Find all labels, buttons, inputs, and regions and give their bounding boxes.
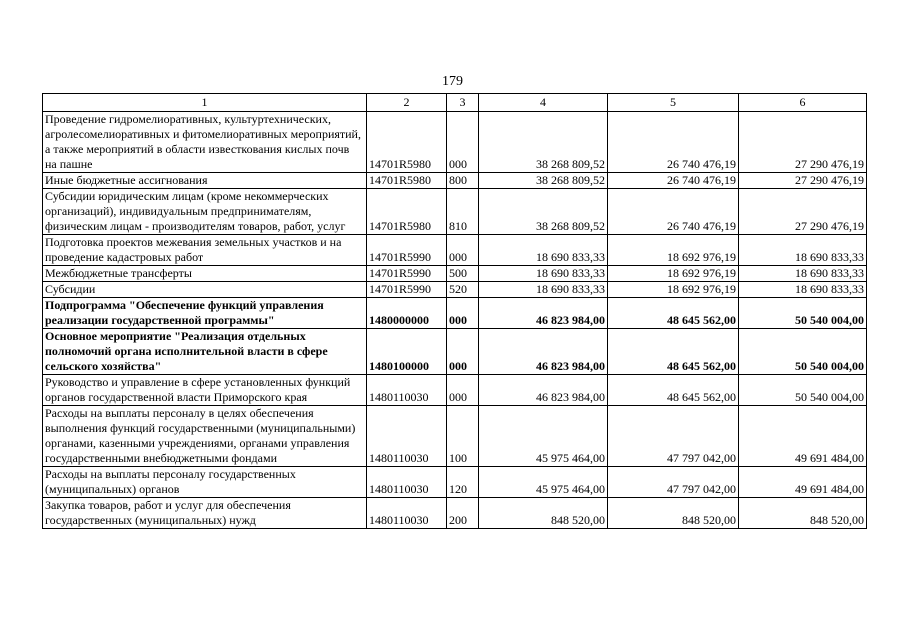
row-kind: 120: [447, 467, 479, 498]
row-code: 14701R5980: [367, 189, 447, 235]
table-row: [43, 189, 867, 235]
table-row: [43, 467, 867, 498]
row-value-year2: 48 645 562,00: [608, 298, 739, 329]
row-value-year2: 26 740 476,19: [608, 189, 739, 235]
row-value-year1: 38 268 809,52: [479, 173, 608, 189]
row-kind: 200: [447, 498, 479, 529]
row-value-year1: 38 268 809,52: [479, 112, 608, 173]
row-value-year3: 27 290 476,19: [739, 189, 867, 235]
row-code: 1480100000: [367, 329, 447, 375]
row-value-year1: 45 975 464,00: [479, 467, 608, 498]
row-name: Проведение гидромелиоративных, культуртехнических, агролесомелиоративных и фитомелиоративных мероприятий, а также мероприятий в области известкования кислых почв на пашне: [43, 112, 367, 173]
row-value-year2: 47 797 042,00: [608, 467, 739, 498]
row-name: Иные бюджетные ассигнования: [43, 173, 367, 189]
row-kind: 810: [447, 189, 479, 235]
row-code: 1480000000: [367, 298, 447, 329]
row-value-year1: 848 520,00: [479, 498, 608, 529]
column-header-kind: 3: [447, 94, 479, 112]
row-value-year1: 18 690 833,33: [479, 282, 608, 298]
row-name: Подпрограмма "Обеспечение функций управления реализации государственной программы": [43, 298, 367, 329]
row-kind: 500: [447, 266, 479, 282]
column-header-year3: 6: [739, 94, 867, 112]
row-value-year1: 46 823 984,00: [479, 329, 608, 375]
row-value-year3: 50 540 004,00: [739, 298, 867, 329]
row-value-year3: 50 540 004,00: [739, 329, 867, 375]
row-value-year3: 848 520,00: [739, 498, 867, 529]
row-kind: 800: [447, 173, 479, 189]
row-code: 14701R5980: [367, 173, 447, 189]
row-code: 1480110030: [367, 498, 447, 529]
row-value-year3: 49 691 484,00: [739, 467, 867, 498]
row-value-year3: 18 690 833,33: [739, 235, 867, 266]
table-row: [43, 375, 867, 406]
row-value-year2: 47 797 042,00: [608, 406, 739, 467]
column-header-year1: 4: [479, 94, 608, 112]
row-code: 14701R5980: [367, 112, 447, 173]
table-row: [43, 498, 867, 529]
table-row: [43, 329, 867, 375]
row-value-year1: 38 268 809,52: [479, 189, 608, 235]
column-header-code: 2: [367, 94, 447, 112]
row-value-year1: 18 690 833,33: [479, 235, 608, 266]
row-value-year3: 18 690 833,33: [739, 282, 867, 298]
row-code: 14701R5990: [367, 266, 447, 282]
row-code: 1480110030: [367, 375, 447, 406]
table-row: [43, 282, 867, 298]
table-row: [43, 406, 867, 467]
table-row: [43, 235, 867, 266]
row-value-year2: 48 645 562,00: [608, 329, 739, 375]
table-row: [43, 112, 867, 173]
row-value-year2: 18 692 976,19: [608, 282, 739, 298]
row-value-year1: 46 823 984,00: [479, 375, 608, 406]
row-kind: 520: [447, 282, 479, 298]
row-value-year2: 848 520,00: [608, 498, 739, 529]
budget-table: [42, 93, 867, 529]
row-name: Субсидии юридическим лицам (кроме некоммерческих организаций), индивидуальным предпринимателям, физическим лицам - производителям товаров, работ, услуг: [43, 189, 367, 235]
row-value-year3: 27 290 476,19: [739, 112, 867, 173]
row-kind: 100: [447, 406, 479, 467]
row-kind: 000: [447, 298, 479, 329]
row-code: 1480110030: [367, 406, 447, 467]
row-value-year2: 26 740 476,19: [608, 112, 739, 173]
table-header-row: [43, 94, 867, 112]
page-number: 179: [442, 74, 463, 89]
row-code: 14701R5990: [367, 282, 447, 298]
row-value-year3: 50 540 004,00: [739, 375, 867, 406]
row-code: 14701R5990: [367, 235, 447, 266]
row-value-year3: 18 690 833,33: [739, 266, 867, 282]
row-value-year1: 18 690 833,33: [479, 266, 608, 282]
column-header-year2: 5: [608, 94, 739, 112]
table-row: [43, 173, 867, 189]
row-value-year1: 45 975 464,00: [479, 406, 608, 467]
row-value-year1: 46 823 984,00: [479, 298, 608, 329]
row-name: Руководство и управление в сфере установленных функций органов государственной власти Приморского края: [43, 375, 367, 406]
row-name: Закупка товаров, работ и услуг для обеспечения государственных (муниципальных) нужд: [43, 498, 367, 529]
row-value-year2: 18 692 976,19: [608, 266, 739, 282]
row-kind: 000: [447, 112, 479, 173]
row-name: Расходы на выплаты персоналу в целях обеспечения выполнения функций государственными (муниципальными) органами, казенными учреждениями, органами управления государственными внебюджетными фондами: [43, 406, 367, 467]
row-value-year2: 26 740 476,19: [608, 173, 739, 189]
row-name: Расходы на выплаты персоналу государственных (муниципальных) органов: [43, 467, 367, 498]
row-kind: 000: [447, 235, 479, 266]
row-name: Подготовка проектов межевания земельных участков и на проведение кадастровых работ: [43, 235, 367, 266]
column-header-name: 1: [43, 94, 367, 112]
row-name: Субсидии: [43, 282, 367, 298]
table-row: [43, 266, 867, 282]
table-row: [43, 298, 867, 329]
row-name: Основное мероприятие "Реализация отдельных полномочий органа исполнительной власти в сфере сельского хозяйства": [43, 329, 367, 375]
row-value-year3: 49 691 484,00: [739, 406, 867, 467]
row-kind: 000: [447, 329, 479, 375]
row-kind: 000: [447, 375, 479, 406]
row-value-year2: 48 645 562,00: [608, 375, 739, 406]
row-code: 1480110030: [367, 467, 447, 498]
row-value-year3: 27 290 476,19: [739, 173, 867, 189]
row-name: Межбюджетные трансферты: [43, 266, 367, 282]
row-value-year2: 18 692 976,19: [608, 235, 739, 266]
